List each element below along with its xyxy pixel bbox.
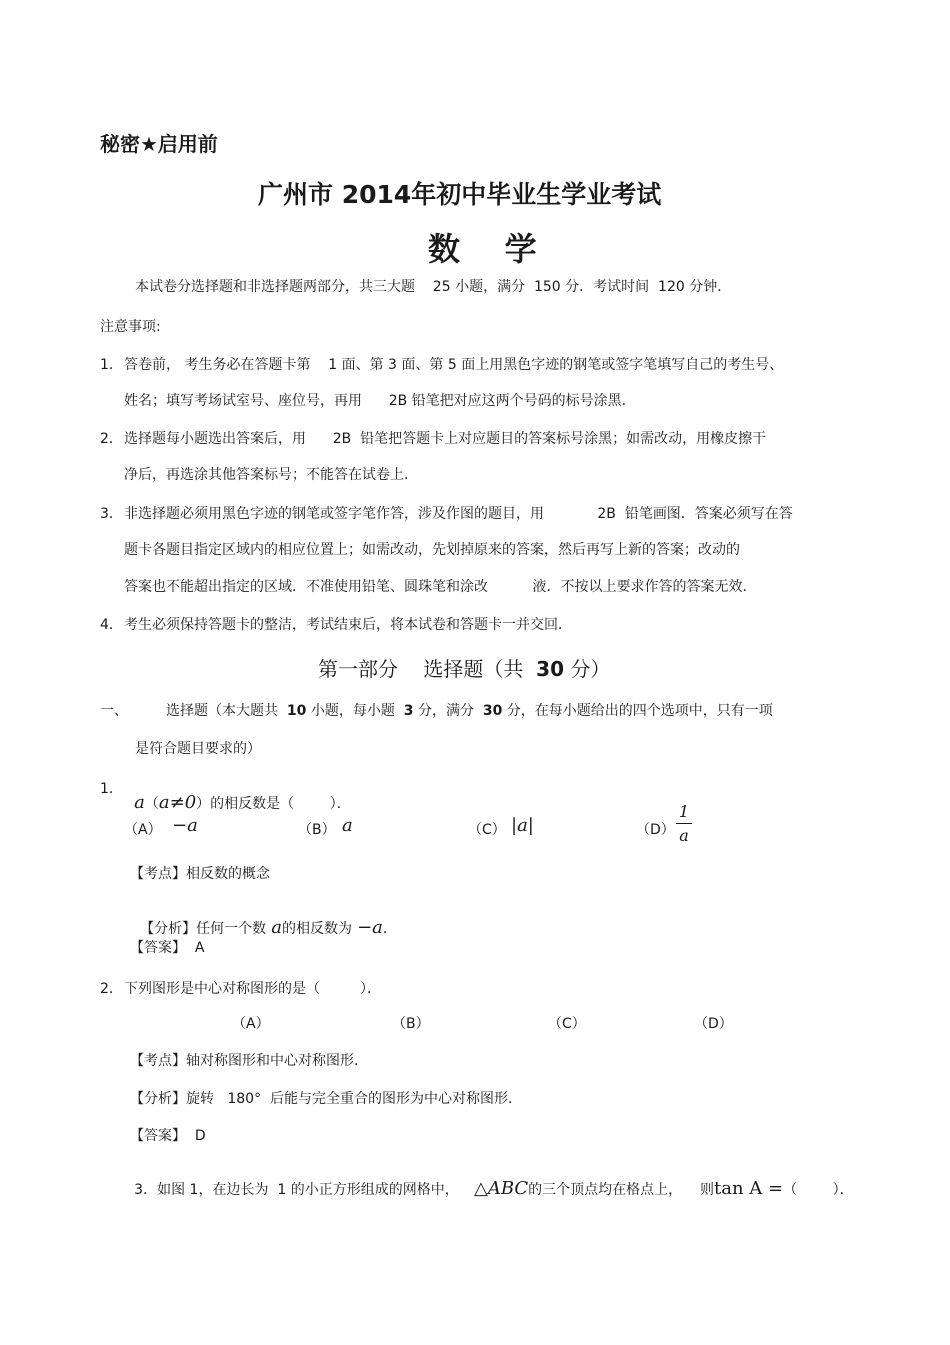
secret-label: 秘密★启用前 (100, 132, 218, 156)
q2-answer-value: D (194, 1128, 206, 1144)
notes-heading: 注意事项: (100, 319, 161, 335)
q1-paren-open: （ (144, 796, 159, 812)
q1-fenxi-text-a: 任何一个数 (196, 921, 267, 937)
q1-option-b-value: a (342, 815, 353, 836)
q2-option-a: （A） (232, 1016, 270, 1032)
q2-stem: 下列图形是中心对称图形的是（ ）． (124, 981, 382, 997)
q2-kaodian (130, 1050, 368, 1070)
note-4-num: 4． (100, 617, 123, 633)
q3-stem-b: 的三个顶点均在格点上， 则 (528, 1182, 714, 1198)
q1-option-b-label: （B） (298, 822, 336, 838)
section1-line2: 是符合题目要求的） (135, 741, 261, 757)
section1-text-a: 选择题（本大题共 (166, 703, 287, 719)
q2-fenxi (130, 1088, 522, 1108)
q2-kaodian-label: 【考点】 (130, 1053, 186, 1069)
q2-fenxi-label: 【分析】 (130, 1091, 186, 1107)
section1-text-c: 分，满分 (413, 703, 483, 719)
section1-label: 一、 (100, 703, 128, 719)
q3-triangle: △ABC (473, 1178, 529, 1199)
part1-score: 30 (536, 657, 564, 681)
q1-option-d-label: （D） (636, 822, 675, 838)
q1-fenxi-var: a (271, 917, 282, 938)
q3-stem (124, 1159, 854, 1199)
q2-answer-label: 【答案】 (130, 1128, 186, 1144)
subject-title: 数 学 (428, 230, 537, 268)
note-3-line-1: 非选择题必须用黑色字迹的钢笔或签字笔作答，涉及作图的题目，用 2B 铅笔画图．答案必须写在答 (124, 506, 793, 522)
q1-option-d-denominator: a (679, 826, 689, 845)
q1-kaodian (130, 863, 270, 883)
note-1-line-2: 姓名；填写考场试室号、座位号，再用 2B 铅笔把对应这两个号码的标号涂黑． (124, 393, 636, 409)
q2-fenxi-text: 旋转 180° 后能与完全重合的图形为中心对称图形． (186, 1091, 522, 1107)
q1-fenxi (130, 898, 397, 938)
section1-total: 30 (482, 703, 503, 719)
section1-each: 3 (403, 703, 414, 719)
note-3-line-2: 题卡各题目指定区域内的相应位置上；如需改动，先划掉原来的答案，然后再写上新的答案；改动的 (124, 542, 740, 558)
note-2-line-1: 选择题每小题选出答案后，用 2B 铅笔把答题卡上对应题目的答案标号涂黑；如需改动，用橡皮擦干 (124, 431, 767, 447)
q2-option-b: （B） (392, 1016, 430, 1032)
q2-number: 2． (100, 981, 123, 997)
section1-text (166, 700, 773, 720)
q1-kaodian-text: 相反数的概念 (186, 866, 270, 882)
note-3-num: 3． (100, 506, 123, 522)
section1-text-b: 小题，每小题 (306, 703, 404, 719)
q1-answer-label: 【答案】 (130, 940, 186, 956)
q1-option-c-label: （C） (468, 822, 506, 838)
q2-answer (130, 1125, 206, 1145)
q1-answer-value: A (194, 940, 205, 956)
fraction-bar (676, 823, 692, 824)
exam-title: 广州市 2014年初中毕业生学业考试 (258, 180, 662, 209)
q1-stem-rest: ）的相反数是（ ）． (196, 796, 351, 812)
q1-condition: a≠0 (158, 792, 197, 813)
q1-option-a-value: −a (172, 815, 198, 836)
q1-option-c-value: |a| (511, 815, 534, 836)
intro-text: 本试卷分选择题和非选择题两部分，共三大题 25 小题，满分 150 分．考试时间 120 分钟． (135, 279, 732, 295)
q3-stem-a: 如图 1，在边长为 1 的小正方形组成的网格中， (157, 1182, 459, 1198)
part1-title (318, 653, 610, 682)
q1-stem (124, 773, 351, 813)
q1-answer (130, 937, 204, 957)
q1-number: 1． (100, 781, 123, 797)
q2-option-c: （C） (548, 1016, 586, 1032)
q1-fenxi-value: −a (357, 917, 383, 938)
q1-fenxi-text-b: 的相反数为 (282, 921, 352, 937)
note-3-line-3: 答案也不能超出指定的区域．不准使用铅笔、圆珠笔和涂改 液．不按以上要求作答的答案无效． (124, 579, 757, 595)
note-4-line-1: 考生必须保持答题卡的整洁，考试结束后，将本试卷和答题卡一并交回． (124, 617, 572, 633)
q3-tan: tan A = (713, 1178, 784, 1199)
q1-option-d-numerator: 1 (678, 802, 690, 821)
note-1-line-1: 答卷前， 考生务必在答题卡第 1 面、第 3 面、第 5 面上用黑色字迹的钢笔或签字笔填写自己的考生号、 (124, 357, 784, 373)
note-2-num: 2． (100, 431, 123, 447)
q1-kaodian-label: 【考点】 (130, 866, 186, 882)
note-1-num: 1． (100, 357, 123, 373)
note-2-line-2: 净后，再选涂其他答案标号；不能答在试卷上． (124, 467, 418, 483)
q1-fenxi-label: 【分析】 (140, 921, 197, 937)
q1-var-a: a (134, 792, 145, 813)
section1-text-d: 分，在每小题给出的四个选项中，只有一项 (502, 703, 773, 719)
q2-kaodian-text: 轴对称图形和中心对称图形． (186, 1053, 368, 1069)
q1-option-a-label: （A） (124, 822, 162, 838)
q3-number: 3． (134, 1182, 158, 1198)
q3-stem-c: （ ）． (783, 1182, 854, 1198)
q1-option-d-fraction (676, 802, 692, 845)
part1-title-b: 分） (564, 657, 611, 681)
section1-count: 10 (286, 703, 307, 719)
q1-fenxi-end: ． (382, 921, 397, 937)
q2-option-d: （D） (694, 1016, 733, 1032)
part1-title-a: 第一部分 选择题（共 (318, 657, 537, 681)
